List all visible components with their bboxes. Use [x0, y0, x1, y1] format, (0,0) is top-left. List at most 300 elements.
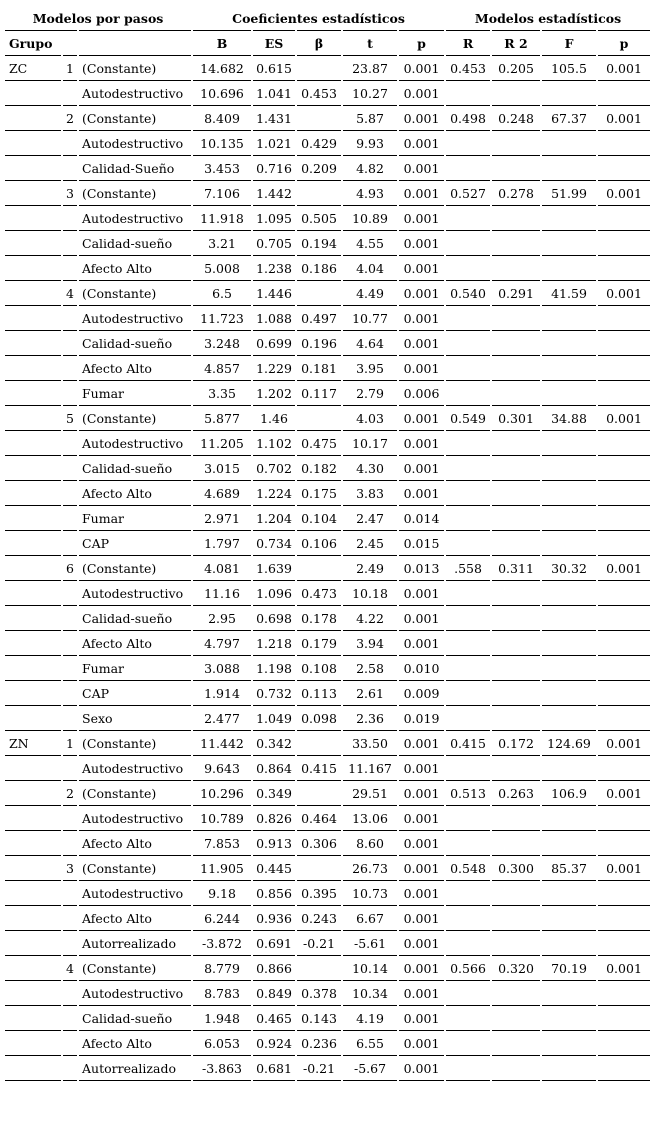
f-cell — [541, 481, 597, 506]
r-cell — [445, 81, 491, 106]
r2-cell — [491, 231, 541, 256]
regression-table — [3, 6, 650, 1081]
variable-cell: Afecto Alto — [78, 256, 192, 281]
step-cell — [62, 156, 78, 181]
model-p-cell: 0.001 — [597, 106, 650, 131]
step-cell — [62, 306, 78, 331]
t-cell: 11.167 — [342, 756, 398, 781]
variable-cell: (Constante) — [78, 856, 192, 881]
f-cell — [541, 231, 597, 256]
p-cell: 0.001 — [398, 81, 445, 106]
beta-cell — [296, 56, 342, 81]
t-cell: 10.73 — [342, 881, 398, 906]
model-p-cell — [597, 681, 650, 706]
b-cell: 3.35 — [192, 381, 252, 406]
table-row — [4, 531, 650, 556]
step-cell: 1 — [62, 56, 78, 81]
table-row — [4, 881, 650, 906]
step-cell — [62, 381, 78, 406]
variable-cell: Calidad-sueño — [78, 606, 192, 631]
table-row — [4, 931, 650, 956]
r2-cell — [491, 606, 541, 631]
model-p-cell — [597, 81, 650, 106]
f-cell — [541, 881, 597, 906]
model-p-cell — [597, 656, 650, 681]
r2-cell: 0.320 — [491, 956, 541, 981]
r-cell — [445, 906, 491, 931]
beta-cell: 0.505 — [296, 206, 342, 231]
step-cell — [62, 756, 78, 781]
table-row — [4, 381, 650, 406]
b-cell: 10.696 — [192, 81, 252, 106]
r-cell — [445, 381, 491, 406]
table-row — [4, 706, 650, 731]
group-cell — [4, 581, 62, 606]
t-cell: 10.34 — [342, 981, 398, 1006]
es-cell: 1.198 — [252, 656, 296, 681]
r-cell: 0.548 — [445, 856, 491, 881]
group-cell — [4, 981, 62, 1006]
group-cell — [4, 231, 62, 256]
variable-cell: Autorrealizado — [78, 931, 192, 956]
beta-cell: 0.104 — [296, 506, 342, 531]
variable-cell: (Constante) — [78, 281, 192, 306]
r-cell: 0.498 — [445, 106, 491, 131]
p-cell: 0.001 — [398, 406, 445, 431]
p-cell: 0.013 — [398, 556, 445, 581]
step-cell — [62, 631, 78, 656]
r-cell: 0.549 — [445, 406, 491, 431]
table-row — [4, 181, 650, 206]
r2-cell — [491, 656, 541, 681]
table-row — [4, 231, 650, 256]
r2-cell — [491, 256, 541, 281]
f-cell — [541, 1031, 597, 1056]
model-p-cell — [597, 581, 650, 606]
variable-cell: Autodestructivo — [78, 81, 192, 106]
header-coeficientes: Coeficientes estadísticos — [192, 6, 445, 31]
beta-cell: 0.378 — [296, 981, 342, 1006]
es-cell: 0.702 — [252, 456, 296, 481]
model-p-cell — [597, 906, 650, 931]
col-beta: β — [296, 31, 342, 56]
p-cell: 0.001 — [398, 256, 445, 281]
beta-cell: 0.186 — [296, 256, 342, 281]
beta-cell — [296, 181, 342, 206]
p-cell: 0.001 — [398, 756, 445, 781]
p-cell: 0.001 — [398, 206, 445, 231]
r2-cell — [491, 506, 541, 531]
p-cell: 0.001 — [398, 106, 445, 131]
r-cell — [445, 256, 491, 281]
p-cell: 0.001 — [398, 606, 445, 631]
model-p-cell — [597, 881, 650, 906]
model-p-cell — [597, 256, 650, 281]
table-row — [4, 256, 650, 281]
p-cell: 0.001 — [398, 481, 445, 506]
f-cell — [541, 831, 597, 856]
table-row — [4, 331, 650, 356]
es-cell: 0.856 — [252, 881, 296, 906]
step-cell — [62, 881, 78, 906]
variable-cell: CAP — [78, 681, 192, 706]
beta-cell — [296, 106, 342, 131]
b-cell: 4.797 — [192, 631, 252, 656]
es-cell: 0.913 — [252, 831, 296, 856]
t-cell: 6.67 — [342, 906, 398, 931]
col-f: F — [541, 31, 597, 56]
step-cell: 1 — [62, 731, 78, 756]
t-cell: 8.60 — [342, 831, 398, 856]
r-cell: .558 — [445, 556, 491, 581]
b-cell: 9.18 — [192, 881, 252, 906]
b-cell: 11.205 — [192, 431, 252, 456]
variable-cell: Afecto Alto — [78, 481, 192, 506]
beta-cell: 0.453 — [296, 81, 342, 106]
group-cell — [4, 406, 62, 431]
f-cell — [541, 356, 597, 381]
f-cell: 124.69 — [541, 731, 597, 756]
r-cell — [445, 581, 491, 606]
b-cell: 6.5 — [192, 281, 252, 306]
group-cell — [4, 156, 62, 181]
p-cell: 0.006 — [398, 381, 445, 406]
r2-cell — [491, 1056, 541, 1081]
b-cell: -3.863 — [192, 1056, 252, 1081]
f-cell — [541, 931, 597, 956]
r2-cell — [491, 481, 541, 506]
model-p-cell: 0.001 — [597, 556, 650, 581]
f-cell — [541, 306, 597, 331]
beta-cell — [296, 281, 342, 306]
es-cell: 0.615 — [252, 56, 296, 81]
variable-cell: CAP — [78, 531, 192, 556]
es-cell: 0.699 — [252, 331, 296, 356]
model-p-cell — [597, 456, 650, 481]
table-row — [4, 306, 650, 331]
r-cell — [445, 1006, 491, 1031]
group-cell — [4, 131, 62, 156]
table-row — [4, 981, 650, 1006]
es-cell: 0.936 — [252, 906, 296, 931]
model-p-cell — [597, 531, 650, 556]
model-p-cell: 0.001 — [597, 181, 650, 206]
t-cell: -5.61 — [342, 931, 398, 956]
model-p-cell — [597, 356, 650, 381]
model-p-cell — [597, 631, 650, 656]
table-row — [4, 831, 650, 856]
f-cell: 85.37 — [541, 856, 597, 881]
table-row — [4, 581, 650, 606]
beta-cell — [296, 556, 342, 581]
variable-cell: Autodestructivo — [78, 756, 192, 781]
es-cell: 0.681 — [252, 1056, 296, 1081]
table-row — [4, 206, 650, 231]
es-cell: 0.732 — [252, 681, 296, 706]
group-cell — [4, 481, 62, 506]
step-cell — [62, 206, 78, 231]
t-cell: 4.30 — [342, 456, 398, 481]
t-cell: 10.27 — [342, 81, 398, 106]
r-cell — [445, 606, 491, 631]
r-cell — [445, 756, 491, 781]
r-cell — [445, 1056, 491, 1081]
table-row — [4, 481, 650, 506]
b-cell: 3.015 — [192, 456, 252, 481]
p-cell: 0.001 — [398, 956, 445, 981]
b-cell: 3.21 — [192, 231, 252, 256]
group-cell: ZN — [4, 731, 62, 756]
variable-cell: Autodestructivo — [78, 306, 192, 331]
p-cell: 0.015 — [398, 531, 445, 556]
p-cell: 0.001 — [398, 456, 445, 481]
table-row — [4, 131, 650, 156]
f-cell: 30.32 — [541, 556, 597, 581]
p-cell: 0.001 — [398, 356, 445, 381]
r-cell — [445, 981, 491, 1006]
r-cell — [445, 331, 491, 356]
b-cell: 11.723 — [192, 306, 252, 331]
col-t: t — [342, 31, 398, 56]
col-p: p — [398, 31, 445, 56]
f-cell — [541, 131, 597, 156]
es-cell: 1.238 — [252, 256, 296, 281]
f-cell: 41.59 — [541, 281, 597, 306]
es-cell: 0.864 — [252, 756, 296, 781]
b-cell: 8.409 — [192, 106, 252, 131]
group-cell — [4, 1056, 62, 1081]
b-cell: 3.088 — [192, 656, 252, 681]
es-cell: 1.088 — [252, 306, 296, 331]
r-cell: 0.540 — [445, 281, 491, 306]
r-cell: 0.566 — [445, 956, 491, 981]
f-cell — [541, 656, 597, 681]
step-cell: 2 — [62, 781, 78, 806]
f-cell — [541, 1056, 597, 1081]
b-cell: 11.905 — [192, 856, 252, 881]
model-p-cell: 0.001 — [597, 56, 650, 81]
p-cell: 0.001 — [398, 1031, 445, 1056]
variable-cell: Afecto Alto — [78, 1031, 192, 1056]
es-cell: 1.049 — [252, 706, 296, 731]
b-cell: 8.779 — [192, 956, 252, 981]
beta-cell: -0.21 — [296, 931, 342, 956]
r2-cell: 0.263 — [491, 781, 541, 806]
b-cell: 3.453 — [192, 156, 252, 181]
f-cell — [541, 631, 597, 656]
group-cell — [4, 806, 62, 831]
es-cell: 1.46 — [252, 406, 296, 431]
variable-cell: Afecto Alto — [78, 631, 192, 656]
group-cell — [4, 181, 62, 206]
r-cell — [445, 531, 491, 556]
f-cell: 51.99 — [541, 181, 597, 206]
b-cell: 4.081 — [192, 556, 252, 581]
r2-cell — [491, 381, 541, 406]
step-cell — [62, 806, 78, 831]
p-cell: 0.001 — [398, 331, 445, 356]
b-cell: 7.853 — [192, 831, 252, 856]
b-cell: 11.442 — [192, 731, 252, 756]
group-cell — [4, 331, 62, 356]
variable-cell: Calidad-sueño — [78, 456, 192, 481]
variable-cell: (Constante) — [78, 106, 192, 131]
p-cell: 0.001 — [398, 281, 445, 306]
beta-cell: 0.464 — [296, 806, 342, 831]
es-cell: 1.202 — [252, 381, 296, 406]
r-cell — [445, 706, 491, 731]
r2-cell — [491, 206, 541, 231]
step-cell — [62, 231, 78, 256]
t-cell: 6.55 — [342, 1031, 398, 1056]
f-cell — [541, 981, 597, 1006]
es-cell: 0.734 — [252, 531, 296, 556]
model-p-cell: 0.001 — [597, 781, 650, 806]
b-cell: 9.643 — [192, 756, 252, 781]
table-row — [4, 856, 650, 881]
table-row — [4, 631, 650, 656]
p-cell: 0.001 — [398, 881, 445, 906]
es-cell: 0.349 — [252, 781, 296, 806]
beta-cell: 0.108 — [296, 656, 342, 681]
col-r: R — [445, 31, 491, 56]
t-cell: 26.73 — [342, 856, 398, 881]
b-cell: 10.789 — [192, 806, 252, 831]
step-cell: 4 — [62, 281, 78, 306]
b-cell: 11.918 — [192, 206, 252, 231]
p-cell: 0.001 — [398, 581, 445, 606]
t-cell: 4.04 — [342, 256, 398, 281]
p-cell: 0.001 — [398, 1006, 445, 1031]
p-cell: 0.001 — [398, 931, 445, 956]
model-p-cell — [597, 331, 650, 356]
variable-cell: Autodestructivo — [78, 806, 192, 831]
t-cell: 29.51 — [342, 781, 398, 806]
r-cell — [445, 231, 491, 256]
beta-cell: -0.21 — [296, 1056, 342, 1081]
table-row — [4, 756, 650, 781]
t-cell: 10.14 — [342, 956, 398, 981]
es-cell: 1.446 — [252, 281, 296, 306]
r-cell — [445, 931, 491, 956]
p-cell: 0.001 — [398, 781, 445, 806]
col-p-model: p — [597, 31, 650, 56]
col-es: ES — [252, 31, 296, 56]
variable-cell: Calidad-Sueño — [78, 156, 192, 181]
es-cell: 1.224 — [252, 481, 296, 506]
r2-cell: 0.278 — [491, 181, 541, 206]
b-cell: 5.877 — [192, 406, 252, 431]
step-cell: 3 — [62, 181, 78, 206]
col-r2: R 2 — [491, 31, 541, 56]
t-cell: 33.50 — [342, 731, 398, 756]
step-cell — [62, 356, 78, 381]
r2-cell — [491, 681, 541, 706]
r2-cell: 0.300 — [491, 856, 541, 881]
variable-cell: Calidad-sueño — [78, 1006, 192, 1031]
group-cell — [4, 556, 62, 581]
group-cell — [4, 1031, 62, 1056]
f-cell — [541, 256, 597, 281]
table-row — [4, 1056, 650, 1081]
table-row — [4, 556, 650, 581]
beta-cell: 0.395 — [296, 881, 342, 906]
t-cell: 10.17 — [342, 431, 398, 456]
variable-cell: Autodestructivo — [78, 206, 192, 231]
r-cell — [445, 131, 491, 156]
es-cell: 0.445 — [252, 856, 296, 881]
group-cell — [4, 531, 62, 556]
step-cell — [62, 906, 78, 931]
t-cell: 10.89 — [342, 206, 398, 231]
p-cell: 0.019 — [398, 706, 445, 731]
model-p-cell — [597, 1031, 650, 1056]
step-cell — [62, 456, 78, 481]
model-p-cell — [597, 231, 650, 256]
b-cell: 10.296 — [192, 781, 252, 806]
model-p-cell — [597, 706, 650, 731]
t-cell: 2.45 — [342, 531, 398, 556]
t-cell: 4.55 — [342, 231, 398, 256]
group-cell — [4, 856, 62, 881]
step-cell: 2 — [62, 106, 78, 131]
p-cell: 0.001 — [398, 806, 445, 831]
t-cell: 13.06 — [342, 806, 398, 831]
group-cell — [4, 381, 62, 406]
table-row — [4, 156, 650, 181]
r2-cell — [491, 831, 541, 856]
variable-cell: Autodestructivo — [78, 981, 192, 1006]
variable-cell: Autodestructivo — [78, 581, 192, 606]
r2-cell — [491, 756, 541, 781]
group-cell — [4, 81, 62, 106]
r2-cell — [491, 931, 541, 956]
f-cell — [541, 581, 597, 606]
f-cell — [541, 706, 597, 731]
f-cell — [541, 206, 597, 231]
step-cell — [62, 981, 78, 1006]
table-row — [4, 806, 650, 831]
r-cell — [445, 806, 491, 831]
group-cell — [4, 1006, 62, 1031]
b-cell: 11.16 — [192, 581, 252, 606]
r2-cell — [491, 581, 541, 606]
table-row — [4, 1006, 650, 1031]
group-cell — [4, 706, 62, 731]
t-cell: 2.47 — [342, 506, 398, 531]
p-cell: 0.001 — [398, 631, 445, 656]
t-cell: 4.22 — [342, 606, 398, 631]
group-cell — [4, 781, 62, 806]
beta-cell: 0.179 — [296, 631, 342, 656]
r2-cell — [491, 81, 541, 106]
b-cell: 3.248 — [192, 331, 252, 356]
r2-cell — [491, 456, 541, 481]
t-cell: 4.64 — [342, 331, 398, 356]
t-cell: 5.87 — [342, 106, 398, 131]
model-p-cell: 0.001 — [597, 956, 650, 981]
r2-cell — [491, 706, 541, 731]
table-row — [4, 606, 650, 631]
step-cell — [62, 706, 78, 731]
r2-cell — [491, 431, 541, 456]
f-cell — [541, 331, 597, 356]
b-cell: -3.872 — [192, 931, 252, 956]
model-p-cell — [597, 1056, 650, 1081]
group-cell — [4, 881, 62, 906]
group-cell — [4, 456, 62, 481]
p-cell: 0.001 — [398, 56, 445, 81]
